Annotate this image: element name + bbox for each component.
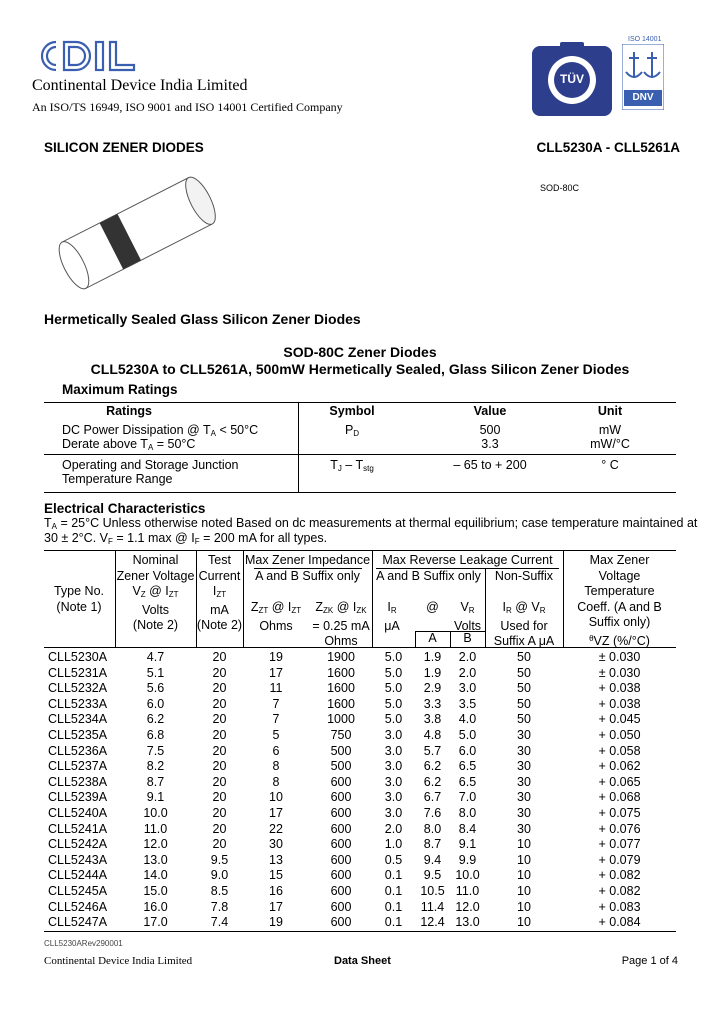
cell-vr-b: 2.0 (458, 665, 477, 680)
cell-ir-non-suffix: 50 (517, 681, 531, 696)
cell-ir-non-suffix: 50 (517, 650, 531, 664)
cell-nominal-vz: 5.1 (146, 665, 165, 680)
cell-ir: 2.0 (384, 821, 403, 836)
cell-vr-b: 3.0 (458, 681, 477, 696)
cell-vr-a: 8.0 (423, 821, 442, 836)
cell-ir: 5.0 (384, 665, 403, 680)
cell-type-no: CLL5238A (48, 774, 108, 789)
cell-nominal-vz: 16.0 (143, 899, 168, 914)
cell-ir: 1.0 (384, 837, 403, 852)
value-power: 500 (479, 423, 501, 437)
cell-vr-b: 6.5 (458, 774, 477, 789)
cell-zzk: 1600 (327, 665, 355, 680)
cell-nominal-vz: 8.7 (146, 774, 165, 789)
cell-nominal-vz: 9.1 (146, 790, 165, 805)
tuv-badge (530, 40, 614, 118)
cell-vr-a: 1.9 (423, 650, 442, 664)
cell-type-no: CLL5231A (48, 665, 108, 680)
cell-vr-a: 4.8 (423, 728, 442, 742)
cell-zzk: 1600 (327, 681, 355, 696)
cell-ir: 5.0 (384, 712, 403, 727)
cell-nominal-vz: 15.0 (143, 884, 168, 898)
footer-datasheet: Data Sheet (334, 955, 391, 967)
cell-test-current: 20 (212, 712, 227, 727)
cell-temp-coeff: + 0.084 (598, 915, 641, 930)
cell-vr-b: 7.0 (458, 790, 477, 805)
unit-col-header: Unit (597, 404, 623, 418)
cell-vr-a: 6.2 (423, 774, 442, 789)
table-row (0, 853, 720, 869)
cell-ir: 5.0 (384, 650, 403, 664)
cell-type-no: CLL5235A (48, 728, 108, 742)
cell-ir-non-suffix: 10 (517, 884, 531, 898)
cell-vr-b: 6.5 (458, 759, 477, 774)
center-title-2: CLL5230A to CLL5261A, 500mW Hermetically Sealed, Glass Silicon Zener Diodes (90, 361, 630, 377)
table-row (0, 681, 720, 697)
cell-ir-non-suffix: 10 (517, 837, 531, 852)
cell-temp-coeff: + 0.068 (598, 790, 641, 805)
cell-ir-non-suffix: 30 (517, 759, 531, 774)
cell-type-no: CLL5236A (48, 743, 108, 758)
max-ratings-title: Maximum Ratings (62, 382, 178, 397)
cell-temp-coeff: + 0.075 (598, 806, 641, 820)
table-row (0, 806, 720, 822)
unit-derate: mW/°C (590, 437, 630, 451)
cell-temp-coeff: + 0.077 (598, 837, 641, 852)
cell-nominal-vz: 7.5 (146, 743, 165, 758)
rating-temp-b: Temperature Range (62, 472, 173, 486)
cell-nominal-vz: 5.6 (146, 681, 165, 696)
cell-ir-non-suffix: 10 (517, 852, 531, 867)
diode-illustration (40, 168, 230, 298)
cell-temp-coeff: ± 0.030 (598, 650, 641, 664)
cell-zzt: 13 (269, 852, 283, 867)
cell-zzk: 600 (330, 790, 352, 805)
cell-zzt: 11 (269, 681, 283, 696)
cell-zzk: 1000 (327, 712, 355, 727)
company-name: Continental Device India Limited (32, 77, 248, 94)
zzt-header: $Z_{ZT}$ @ $I_{ZT}$ Ohms (250, 600, 302, 633)
cell-vr-a: 7.6 (423, 806, 442, 820)
cell-ir-non-suffix: 50 (517, 665, 531, 680)
cell-temp-coeff: + 0.062 (598, 759, 641, 774)
cell-test-current: 20 (212, 650, 227, 664)
cell-zzt: 30 (269, 837, 283, 852)
cell-vr-a: 9.5 (423, 868, 442, 883)
cell-vr-a: 10.5 (420, 884, 445, 898)
cell-nominal-vz: 6.0 (146, 696, 165, 711)
cell-vr-a: 3.3 (423, 696, 442, 711)
cell-nominal-vz: 6.2 (146, 712, 165, 727)
temp-coeff-header: Max Zener Voltage Temperature Coeff. (A and B Suffix only) $^\theta$VZ (%/°C) (577, 553, 662, 648)
leakage-suffix-header: A and B Suffix only (376, 569, 481, 583)
table-row (0, 697, 720, 713)
cell-type-no: CLL5244A (48, 868, 108, 883)
table-row (0, 666, 720, 682)
cell-test-current: 20 (212, 728, 227, 742)
cell-zzt: 17 (269, 899, 283, 914)
table-row (0, 775, 720, 791)
cell-ir: 5.0 (384, 696, 403, 711)
cell-temp-coeff: + 0.058 (598, 743, 641, 758)
cell-ir: 3.0 (384, 790, 403, 805)
symbol-pd: $P_D$ (344, 423, 360, 438)
cell-zzk: 600 (330, 852, 352, 867)
cell-vr-a: 1.9 (423, 665, 442, 680)
cell-ir-non-suffix: 50 (517, 712, 531, 727)
product-family-title: SILICON ZENER DIODES (44, 140, 204, 155)
cell-zzk: 1600 (327, 696, 355, 711)
cell-type-no: CLL5230A (48, 650, 108, 664)
cell-zzt: 6 (272, 743, 280, 758)
cell-vr-b: 5.0 (458, 728, 477, 742)
cell-type-no: CLL5246A (48, 899, 108, 914)
cell-vr-b: 6.0 (458, 743, 477, 758)
cell-zzk: 600 (330, 868, 352, 883)
cell-test-current: 20 (212, 743, 227, 758)
cell-type-no: CLL5247A (48, 915, 108, 930)
cell-vr-b: 8.4 (458, 821, 477, 836)
value-temp-range: – 65 to + 200 (453, 458, 527, 472)
cell-zzt: 16 (269, 884, 283, 898)
cell-ir-non-suffix: 30 (517, 790, 531, 805)
cell-vr-b: 2.0 (458, 650, 477, 664)
cell-vr-a: 3.8 (423, 712, 442, 727)
cell-test-current: 9.0 (210, 868, 229, 883)
cell-test-current: 7.8 (210, 899, 229, 914)
company-logo (32, 36, 152, 76)
cell-vr-a: 6.7 (423, 790, 442, 805)
electrical-note-2: 30 ± 2°C. $V_F = 1.1$ max @ $I_F = 200$ mA for all types. (44, 531, 328, 546)
rating-derate: Derate above $T_A = 50^\circ C$ (62, 437, 196, 452)
unit-power: mW (598, 423, 622, 437)
cell-zzk: 600 (330, 915, 352, 930)
tuv-label: TÜV (560, 72, 584, 86)
cell-vr-b: 10.0 (455, 868, 480, 883)
cell-ir-non-suffix: 50 (517, 696, 531, 711)
non-suffix-header: Non-Suffix (494, 569, 554, 583)
cell-zzk: 750 (330, 728, 352, 742)
cell-zzt: 17 (269, 665, 283, 680)
cell-zzk: 500 (330, 759, 352, 774)
cell-ir: 3.0 (384, 806, 403, 820)
cell-test-current: 20 (212, 806, 227, 820)
cell-ir: 0.1 (384, 899, 403, 914)
cell-test-current: 20 (212, 681, 227, 696)
cell-type-no: CLL5243A (48, 852, 108, 867)
package-label: SOD-80C (540, 183, 580, 193)
cell-ir: 0.1 (384, 884, 403, 898)
cell-vr-a: 9.4 (423, 852, 442, 867)
ratings-col-header: Ratings (106, 404, 152, 418)
cell-vr-a: 8.7 (423, 837, 442, 852)
cell-ir: 3.0 (384, 728, 403, 742)
table-row (0, 868, 720, 884)
cell-ir-non-suffix: 10 (517, 899, 531, 914)
cell-test-current: 20 (212, 790, 227, 805)
electrical-note-1: $T_A = 25^\circ C$ Unless otherwise noted Based on dc measurements at thermal equilibrium; case temperature maintained at (44, 516, 698, 531)
value-col-header: Value (473, 404, 507, 418)
type-header: Type No. (Note 1) (53, 584, 105, 614)
test-current-header: Test Current $I_{ZT}$ mA (Note 2) (196, 553, 243, 632)
cell-zzt: 15 (269, 868, 283, 883)
cell-vr-b: 13.0 (455, 915, 480, 930)
cell-ir-non-suffix: 30 (517, 774, 531, 789)
col-b-header: B (463, 631, 472, 645)
cell-nominal-vz: 12.0 (143, 837, 168, 852)
cell-zzt: 8 (272, 759, 280, 774)
cell-vr-b: 3.5 (458, 696, 477, 711)
cell-test-current: 20 (212, 774, 227, 789)
cell-temp-coeff: + 0.082 (598, 884, 641, 898)
cell-test-current: 20 (212, 837, 227, 852)
cell-nominal-vz: 8.2 (146, 759, 165, 774)
subtitle: Hermetically Sealed Glass Silicon Zener Diodes (44, 311, 361, 327)
symbol-col-header: Symbol (329, 404, 375, 418)
cell-zzk: 600 (330, 806, 352, 820)
max-leakage-header: Max Reverse Leakage Current (382, 553, 553, 567)
dnv-badge (622, 44, 664, 110)
cell-vr-b: 9.9 (458, 852, 477, 867)
cell-ir-non-suffix: 30 (517, 743, 531, 758)
cell-temp-coeff: + 0.082 (598, 868, 641, 883)
cell-type-no: CLL5241A (48, 821, 108, 836)
cell-zzt: 22 (269, 821, 283, 836)
cell-vr-b: 4.0 (458, 712, 477, 727)
cell-temp-coeff: + 0.079 (598, 852, 641, 867)
cell-ir-non-suffix: 30 (517, 728, 531, 742)
col-a-header: A (428, 631, 437, 645)
cell-zzt: 7 (272, 696, 280, 711)
cell-temp-coeff: + 0.038 (598, 681, 641, 696)
unit-temp: ° C (601, 458, 619, 472)
cell-vr-b: 12.0 (455, 899, 480, 914)
iso-label: ISO 14001 (628, 36, 662, 43)
cell-zzk: 500 (330, 743, 352, 758)
table-row (0, 900, 720, 916)
cell-zzt: 5 (272, 728, 280, 742)
cell-zzt: 7 (272, 712, 280, 727)
cell-temp-coeff: + 0.045 (598, 712, 641, 727)
table-row (0, 712, 720, 728)
cell-type-no: CLL5240A (48, 806, 108, 820)
cell-ir-non-suffix: 10 (517, 915, 531, 930)
cdil-logo-graphic (32, 36, 152, 76)
cell-vr-b: 11.0 (455, 884, 480, 898)
cell-type-no: CLL5242A (48, 837, 108, 852)
cell-vr-a: 5.7 (423, 743, 442, 758)
cell-test-current: 8.5 (210, 884, 229, 898)
nominal-header: Nominal Zener Voltage $V_Z$ @ $I_{ZT}$ Volts (Note 2) (116, 553, 195, 632)
cell-vr-b: 9.1 (458, 837, 477, 852)
cell-type-no: CLL5237A (48, 759, 108, 774)
cell-ir: 3.0 (384, 774, 403, 789)
cell-nominal-vz: 10.0 (143, 806, 168, 820)
cell-vr-a: 11.4 (420, 899, 445, 914)
vr-header: $V_R$ Volts (453, 600, 482, 633)
rating-power: DC Power Dissipation @ $T_A < 50^\circ C$ (62, 423, 259, 438)
table-row (0, 759, 720, 775)
cell-vr-b: 8.0 (458, 806, 477, 820)
cell-zzk: 1900 (327, 650, 355, 664)
cell-nominal-vz: 13.0 (143, 852, 168, 867)
cell-zzk: 600 (330, 821, 352, 836)
cell-ir: 0.5 (384, 852, 403, 867)
cell-nominal-vz: 11.0 (143, 821, 168, 836)
company-certification: An ISO/TS 16949, ISO 9001 and ISO 14001 Certified Company (32, 100, 343, 114)
cell-temp-coeff: + 0.083 (598, 899, 641, 914)
cell-temp-coeff: ± 0.030 (598, 665, 641, 680)
cell-type-no: CLL5233A (48, 696, 108, 711)
cell-test-current: 20 (212, 696, 227, 711)
cell-temp-coeff: + 0.076 (598, 821, 641, 836)
table-row (0, 837, 720, 853)
cell-ir: 3.0 (384, 759, 403, 774)
cell-zzk: 600 (330, 774, 352, 789)
cell-temp-coeff: + 0.038 (598, 696, 641, 711)
cell-ir-non-suffix: 30 (517, 821, 531, 836)
cell-temp-coeff: + 0.065 (598, 774, 641, 789)
cell-ir: 0.1 (384, 868, 403, 883)
table-row (0, 728, 720, 744)
at-header: @ (426, 600, 439, 614)
revision-code: CLL5230ARev290001 (44, 939, 123, 948)
electrical-title: Electrical Characteristics (44, 501, 206, 516)
center-title-1: SOD-80C Zener Diodes (283, 344, 437, 360)
rating-temp-a: Operating and Storage Junction (62, 458, 239, 472)
zzk-header: $Z_{ZK}$ @ $I_{ZK}$ = 0.25 mA Ohms (312, 600, 370, 648)
cell-test-current: 20 (212, 821, 227, 836)
cell-zzk: 600 (330, 837, 352, 852)
cell-nominal-vz: 4.7 (146, 650, 165, 664)
cell-ir: 3.0 (384, 743, 403, 758)
cell-vr-a: 12.4 (420, 915, 445, 930)
cell-zzk: 600 (330, 884, 352, 898)
symbol-tj-tstg: $T_J - T_{stg}$ (330, 458, 374, 473)
cell-type-no: CLL5234A (48, 712, 108, 727)
cell-test-current: 7.4 (210, 915, 229, 930)
cell-type-no: CLL5239A (48, 790, 108, 805)
cell-ir-non-suffix: 10 (517, 868, 531, 883)
max-impedance-header: Max Zener Impedance (244, 553, 371, 567)
cell-type-no: CLL5232A (48, 681, 108, 696)
cell-type-no: CLL5245A (48, 884, 108, 898)
cell-vr-a: 6.2 (423, 759, 442, 774)
cell-nominal-vz: 6.8 (146, 728, 165, 742)
cell-zzt: 8 (272, 774, 280, 789)
table-row (0, 915, 720, 931)
cell-ir: 5.0 (384, 681, 403, 696)
table-row (0, 744, 720, 760)
cell-zzt: 10 (269, 790, 283, 805)
footer-company: Continental Device India Limited (44, 955, 193, 967)
value-derate: 3.3 (481, 437, 499, 451)
cell-zzt: 19 (269, 915, 283, 930)
cell-temp-coeff: + 0.050 (598, 728, 641, 742)
cell-test-current: 20 (212, 665, 227, 680)
part-range-title: CLL5230A - CLL5261A (536, 140, 680, 155)
footer-page: Page 1 of 4 (621, 955, 678, 967)
table-row (0, 822, 720, 838)
table-row (0, 884, 720, 900)
cell-ir-non-suffix: 30 (517, 806, 531, 820)
cell-zzt: 17 (269, 806, 283, 820)
impedance-suffix-header: A and B Suffix only (255, 569, 360, 583)
table-row (0, 790, 720, 806)
cell-nominal-vz: 17.0 (143, 915, 168, 930)
ir-header: $I_R$ μA (384, 600, 400, 633)
cell-zzt: 19 (269, 650, 283, 664)
cell-nominal-vz: 14.0 (143, 868, 168, 883)
dnv-label: DNV (632, 92, 654, 103)
cell-vr-a: 2.9 (423, 681, 442, 696)
table-row (0, 650, 720, 666)
cell-ir: 0.1 (384, 915, 403, 930)
ir-nonsuffix-header: $I_R$ @ $V_R$ Used for Suffix A μA (493, 600, 555, 648)
cell-zzk: 600 (330, 899, 352, 914)
cell-test-current: 20 (212, 759, 227, 774)
cell-test-current: 9.5 (210, 852, 229, 867)
